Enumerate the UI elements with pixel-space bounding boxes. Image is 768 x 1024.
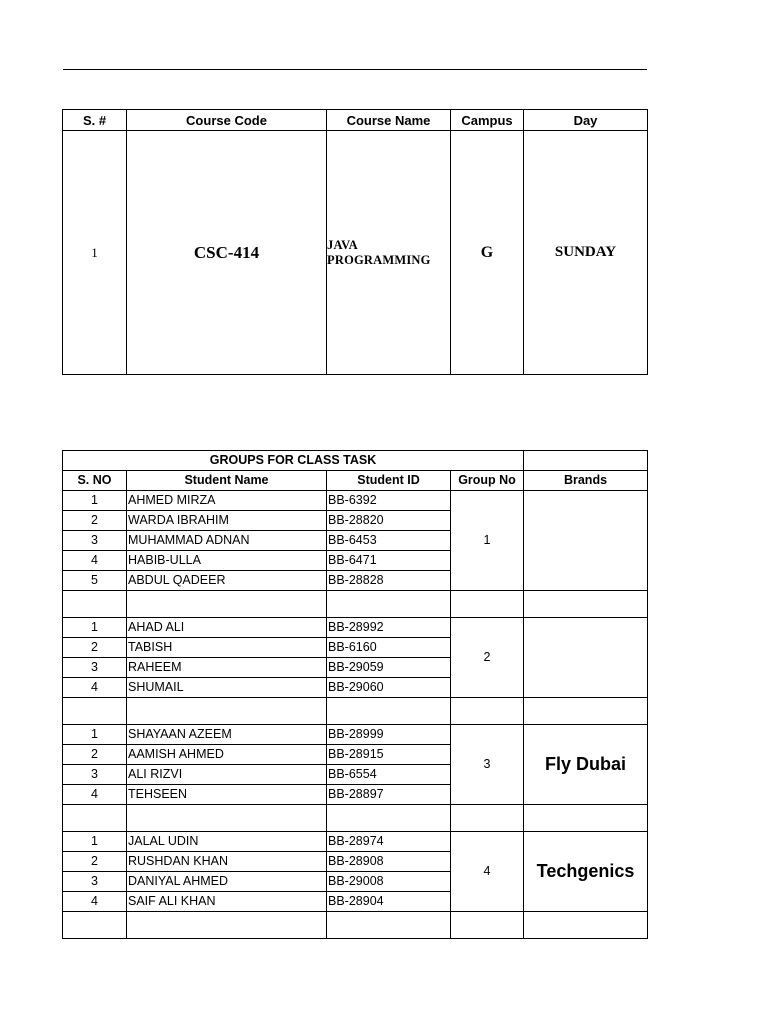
student-name: ABDUL QADEER xyxy=(127,571,327,591)
student-name: JALAL UDIN xyxy=(127,832,327,852)
student-name: ALI RIZVI xyxy=(127,765,327,785)
student-id: BB-28974 xyxy=(327,832,451,852)
groups-caption-row xyxy=(63,451,648,471)
empty-cell xyxy=(524,591,648,618)
course-table xyxy=(62,109,648,375)
course-table-header xyxy=(63,110,648,131)
empty-cell xyxy=(327,591,451,618)
group-no: 2 xyxy=(451,618,524,698)
student-name: AHMED MIRZA xyxy=(127,491,327,511)
empty-cell xyxy=(63,591,127,618)
student-name: RAHEEM xyxy=(127,658,327,678)
student-sno: 3 xyxy=(63,531,127,551)
groups-caption: GROUPS FOR CLASS TASK xyxy=(63,451,524,471)
student-sno: 2 xyxy=(63,852,127,872)
groups-table xyxy=(62,450,648,939)
student-sno: 4 xyxy=(63,551,127,571)
header-brands: Brands xyxy=(524,471,648,491)
student-name: DANIYAL AHMED xyxy=(127,872,327,892)
student-name: SHUMAIL xyxy=(127,678,327,698)
student-id: BB-6453 xyxy=(327,531,451,551)
student-name: AAMISH AHMED xyxy=(127,745,327,765)
group-brand xyxy=(524,618,648,698)
student-id: BB-28992 xyxy=(327,618,451,638)
caption-blank-cell xyxy=(524,451,648,471)
course-name xyxy=(327,131,451,375)
group-no: 4 xyxy=(451,832,524,912)
student-name: TABISH xyxy=(127,638,327,658)
group-brand: Techgenics xyxy=(524,832,648,912)
student-id: BB-28828 xyxy=(327,571,451,591)
student-sno: 1 xyxy=(63,725,127,745)
student-name: MUHAMMAD ADNAN xyxy=(127,531,327,551)
empty-cell xyxy=(327,912,451,939)
header-student-name: Student Name xyxy=(127,471,327,491)
student-id: BB-28904 xyxy=(327,892,451,912)
empty-cell xyxy=(451,698,524,725)
empty-cell xyxy=(451,805,524,832)
header-sno: S. NO xyxy=(63,471,127,491)
student-id: BB-6392 xyxy=(327,491,451,511)
group-no: 1 xyxy=(451,491,524,591)
student-id: BB-6471 xyxy=(327,551,451,571)
course-name-line-2: PROGRAMMING xyxy=(327,252,431,267)
student-id: BB-28908 xyxy=(327,852,451,872)
empty-cell xyxy=(451,912,524,939)
student-name: RUSHDAN KHAN xyxy=(127,852,327,872)
student-id: BB-6554 xyxy=(327,765,451,785)
top-divider xyxy=(63,69,647,70)
empty-cell xyxy=(127,698,327,725)
course-row xyxy=(63,131,648,375)
header-campus: Campus xyxy=(451,110,524,131)
course-sno: 1 xyxy=(63,131,127,375)
group-brand xyxy=(524,491,648,591)
student-name: AHAD ALI xyxy=(127,618,327,638)
header-sno: S. # xyxy=(63,110,127,131)
student-sno: 3 xyxy=(63,765,127,785)
empty-cell xyxy=(451,591,524,618)
course-day: SUNDAY xyxy=(524,131,648,375)
student-sno: 5 xyxy=(63,571,127,591)
student-name: TEHSEEN xyxy=(127,785,327,805)
student-sno: 1 xyxy=(63,832,127,852)
student-sno: 4 xyxy=(63,892,127,912)
student-sno: 2 xyxy=(63,745,127,765)
empty-cell xyxy=(127,912,327,939)
student-sno: 3 xyxy=(63,872,127,892)
empty-cell xyxy=(127,591,327,618)
empty-cell xyxy=(127,805,327,832)
student-sno: 1 xyxy=(63,491,127,511)
groups-header-row xyxy=(63,471,648,491)
student-sno: 3 xyxy=(63,658,127,678)
table-row xyxy=(63,491,648,511)
empty-cell xyxy=(63,912,127,939)
student-id: BB-29060 xyxy=(327,678,451,698)
student-id: BB-29008 xyxy=(327,872,451,892)
group-no: 3 xyxy=(451,725,524,805)
header-course-name: Course Name xyxy=(327,110,451,131)
student-sno: 4 xyxy=(63,785,127,805)
empty-cell xyxy=(327,805,451,832)
spacer-row xyxy=(63,805,648,832)
spacer-row xyxy=(63,591,648,618)
table-row xyxy=(63,618,648,638)
student-sno: 2 xyxy=(63,511,127,531)
empty-cell xyxy=(524,698,648,725)
empty-cell xyxy=(524,912,648,939)
student-name: HABIB-ULLA xyxy=(127,551,327,571)
header-group-no: Group No xyxy=(451,471,524,491)
student-name: SAIF ALI KHAN xyxy=(127,892,327,912)
student-id: BB-28897 xyxy=(327,785,451,805)
group-brand: Fly Dubai xyxy=(524,725,648,805)
student-sno: 1 xyxy=(63,618,127,638)
course-name-line-1: JAVA xyxy=(327,237,358,252)
student-id: BB-28999 xyxy=(327,725,451,745)
student-id: BB-28915 xyxy=(327,745,451,765)
student-sno: 2 xyxy=(63,638,127,658)
student-name: WARDA IBRAHIM xyxy=(127,511,327,531)
course-code: CSC-414 xyxy=(127,131,327,375)
header-course-code: Course Code xyxy=(127,110,327,131)
student-sno: 4 xyxy=(63,678,127,698)
student-id: BB-28820 xyxy=(327,511,451,531)
course-campus: G xyxy=(451,131,524,375)
header-day: Day xyxy=(524,110,648,131)
empty-cell xyxy=(327,698,451,725)
student-id: BB-6160 xyxy=(327,638,451,658)
spacer-row xyxy=(63,698,648,725)
student-id: BB-29059 xyxy=(327,658,451,678)
empty-cell xyxy=(63,805,127,832)
empty-cell xyxy=(63,698,127,725)
spacer-row xyxy=(63,912,648,939)
header-student-id: Student ID xyxy=(327,471,451,491)
empty-cell xyxy=(524,805,648,832)
student-name: SHAYAAN AZEEM xyxy=(127,725,327,745)
table-row xyxy=(63,725,648,745)
table-row xyxy=(63,832,648,852)
